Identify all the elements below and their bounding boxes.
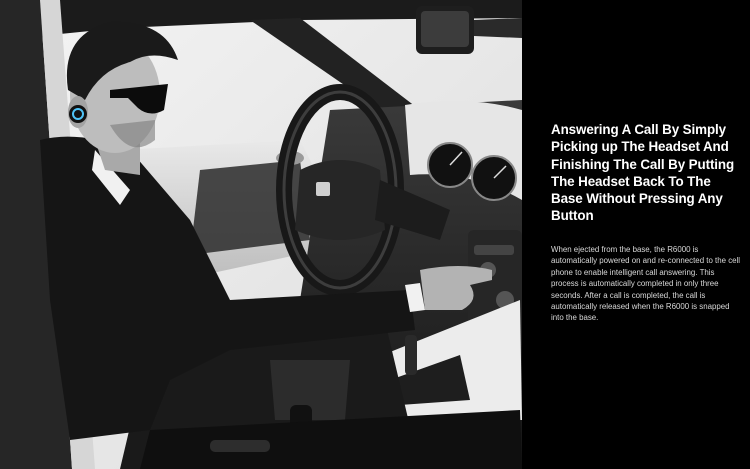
- body-text: When ejected from the base, the R6000 is automatically powered on and re-connected to the cell phone to enable intelligent call answering. This process is automatically completed in only three seconds. After a call is completed, the call is automatically released when the R6000 is snapped into the base.: [551, 245, 741, 323]
- steering-wheel-logo: [316, 182, 330, 196]
- bluetooth-headset: [69, 105, 87, 123]
- headline: Answering A Call By Simply Picking up The Headset And Finishing The Call By Putting The Headset Back To The Base Without Pressing Any Button: [551, 122, 735, 224]
- text-panel: [522, 0, 750, 469]
